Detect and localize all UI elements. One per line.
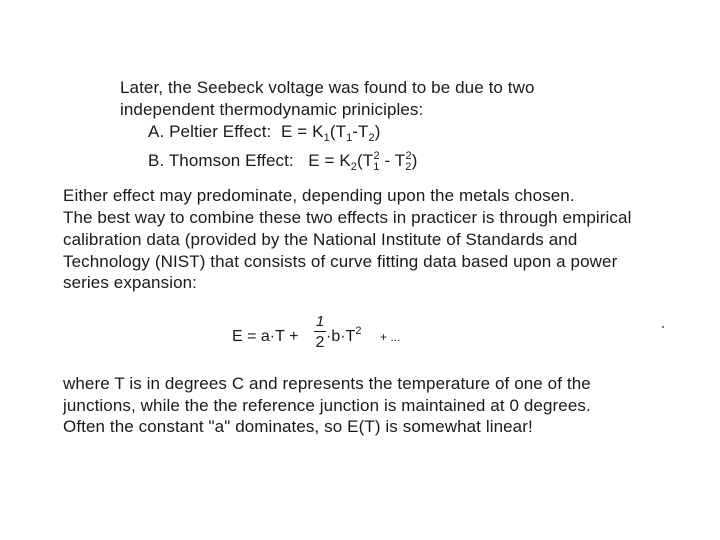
intro-line-2: independent thermodynamic priniciples: (120, 100, 424, 119)
body-line-5: series expansion: (63, 273, 197, 292)
intro-line-1: Later, the Seebeck voltage was found to be due to two (120, 78, 535, 97)
thomson-equation: $E = K_2(T_1^2 - T_2^2)$ (308, 150, 418, 173)
fraction-denominator: 2 (315, 334, 325, 351)
series-fraction (314, 314, 326, 352)
power-series-equation (232, 314, 422, 362)
series-lhs: E = a·T + (232, 328, 299, 345)
peltier-effect-line (148, 122, 381, 142)
series-tail: + ... (380, 330, 401, 344)
scan-speck (662, 326, 664, 328)
body-line-1: Either effect may predominate, depending upon the metals chosen. (63, 186, 575, 205)
peltier-equation: $E = K_1(T_1-T_2)$ (281, 122, 381, 144)
closing-line-1: where T is in degrees C and represents the temperature of one of the (63, 374, 591, 393)
body-line-3: calibration data (provided by the National Institute of Standards and (63, 230, 578, 249)
body-line-2: The best way to combine these two effects in practicer is through empirical (63, 208, 632, 227)
closing-line-3: Often the constant "a" dominates, so E(T) is somewhat linear! (63, 417, 533, 436)
peltier-label: A. Peltier Effect: (148, 122, 272, 141)
series-rhs: $\cdot b\cdot T^2$ (326, 325, 362, 345)
closing-line-2: junctions, while the the reference junction is maintained at 0 degrees. (63, 396, 591, 415)
thomson-label: B. Thomson Effect: (148, 151, 294, 170)
body-line-4: Technology (NIST) that consists of curve fitting data based upon a power (63, 252, 618, 271)
thomson-effect-line (148, 151, 418, 171)
fraction-bar (314, 331, 326, 332)
fraction-numerator: 1 (315, 313, 325, 330)
